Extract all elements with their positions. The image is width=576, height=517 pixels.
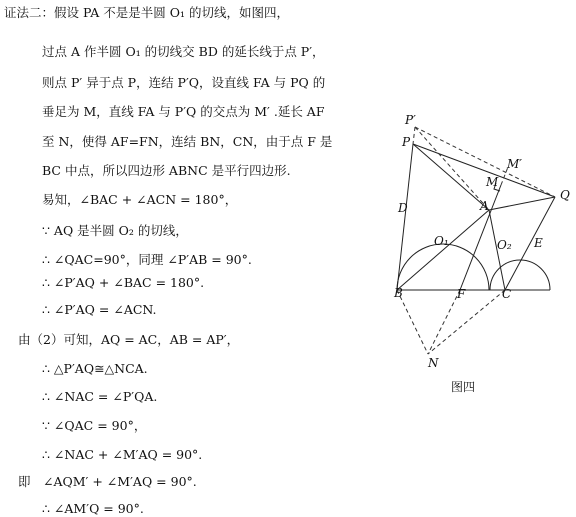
label-c: C — [502, 287, 512, 301]
line-p-b — [397, 144, 413, 290]
label-a: A — [480, 199, 489, 213]
text-line-10: ∴ ∠P′AQ + ∠BAC = 180°. — [42, 275, 205, 290]
dashed-c-n — [428, 290, 505, 354]
line-q-c — [505, 197, 555, 290]
dashed-pprime-q — [415, 127, 555, 197]
text-line-7: 易知，∠BAC + ∠ACN = 180°， — [42, 192, 238, 207]
text-line-9: ∴ ∠QAC=90°，同理 ∠P′AB = 90°. — [42, 252, 252, 267]
label-d: D — [398, 201, 408, 215]
label-o2: O₂ — [497, 238, 512, 252]
semicircle-o2 — [490, 260, 550, 290]
line-p-q — [413, 144, 555, 197]
label-q: Q — [560, 188, 570, 202]
text-line-12: 由（2）可知，AQ = AC，AB = AP′， — [18, 332, 240, 347]
label-m-prime: M′ — [507, 157, 523, 171]
text-line-2: 过点 A 作半圆 O₁ 的切线交 BD 的延长线于点 P′， — [42, 44, 325, 59]
line-p-a — [413, 144, 489, 210]
text-line-11: ∴ ∠P′AQ = ∠ACN. — [42, 302, 157, 317]
text-line-14: ∴ ∠NAC = ∠P′QA. — [42, 389, 158, 404]
label-e: E — [534, 236, 543, 250]
label-o1: O₁ — [434, 234, 449, 248]
text-line-4: 垂足为 M，直线 FA 与 P′Q 的交点为 M′ .延长 AF — [42, 104, 325, 119]
label-p: P — [402, 135, 411, 149]
label-b: B — [394, 286, 403, 300]
dashed-pprime-p — [413, 127, 415, 144]
label-n: N — [428, 356, 439, 370]
label-m: M — [486, 175, 499, 189]
geometry-figure — [385, 100, 576, 400]
label-f: F — [457, 287, 466, 301]
figure-caption: 图四 — [451, 380, 476, 394]
text-line-6: BC 中点，所以四边形 ABNC 是平行四边形. — [42, 163, 291, 178]
text-line-8: ∵ AQ 是半圆 O₂ 的切线， — [42, 223, 188, 238]
text-line-17: 即 ∠AQM′ + ∠M′AQ = 90°. — [18, 474, 197, 489]
text-line-5: 至 N，使得 AF=FN，连结 BN，CN，由于点 F 是 — [42, 134, 333, 149]
dashed-f-n — [428, 290, 460, 354]
text-line-3: 则点 P′ 异于点 P，连结 P′Q，设直线 FA 与 PQ 的 — [42, 75, 326, 90]
geometry-diagram — [385, 100, 576, 400]
label-p-prime: P′ — [405, 113, 416, 127]
line-a-q — [489, 197, 555, 210]
text-line-1: 证法二：假设 PA 不是是半圆 O₁ 的切线，如图四， — [4, 5, 289, 20]
text-line-13: ∴ △P′AQ≅△NCA. — [42, 361, 148, 376]
text-line-18: ∴ ∠AM′Q = 90°. — [42, 501, 144, 516]
text-line-16: ∴ ∠NAC + ∠M′AQ = 90°. — [42, 447, 203, 462]
text-line-15: ∵ ∠QAC = 90°， — [42, 418, 147, 433]
